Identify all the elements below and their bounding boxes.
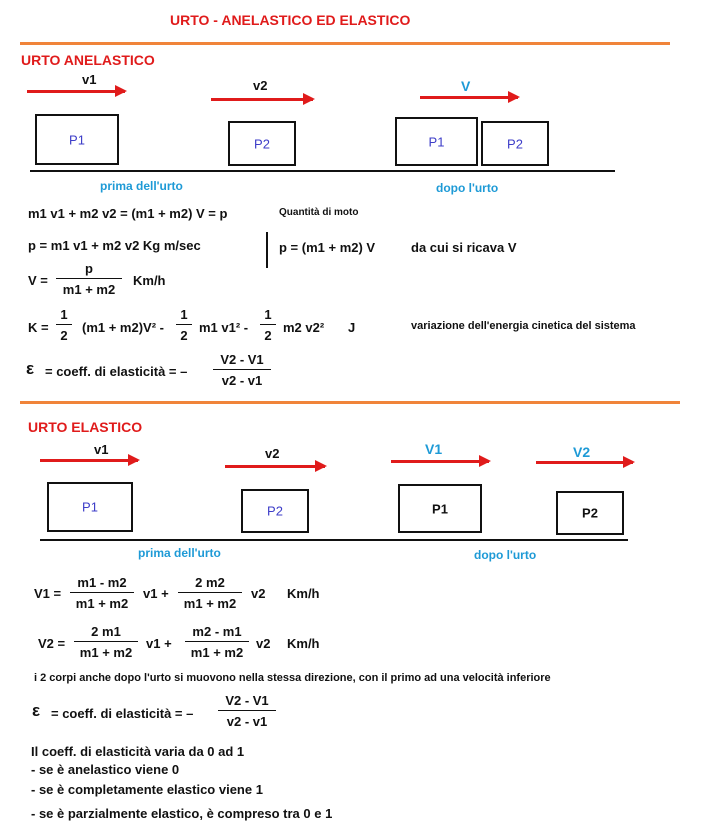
elastic-heading: URTO ELASTICO (28, 419, 143, 435)
elastic-ground-line (40, 539, 628, 541)
anelastic-p2-before-label: P2 (254, 136, 270, 151)
momentum-p-equation: p = m1 v1 + m2 v2 Kg m/sec (28, 238, 201, 253)
epsilon-denominator-1: v2 - v1 (213, 369, 271, 388)
epsilon-denominator-2: v2 - v1 (218, 710, 276, 729)
elastic-after-caption: dopo l'urto (474, 548, 537, 562)
V2-fraction-2-num: m2 - m1 (192, 624, 242, 639)
anelastic-v1-arrow (27, 90, 125, 93)
page-title: URTO - ANELASTICO ED ELASTICO (170, 12, 411, 28)
V1-fraction-2-num: 2 m2 (195, 575, 225, 590)
kinetic-half-1-num: 1 (60, 307, 68, 322)
elastic-p1-before-label: P1 (82, 499, 98, 515)
anelastic-p1-before-label: P1 (69, 132, 85, 147)
summary-line-4: - se è parzialmente elastico, è compreso tra 0 e 1 (31, 806, 333, 821)
momentum-p-final-note: da cui si ricava V (411, 240, 517, 255)
V2-fraction-2-den: m1 + m2 (185, 641, 249, 660)
epsilon-fraction-1 (213, 352, 271, 388)
V2-fraction-2 (185, 624, 249, 660)
velocity-V-fraction (56, 261, 122, 297)
elastic-V1-arrow (391, 460, 489, 463)
divider-middle (20, 401, 680, 404)
kinetic-half-2-den: 2 (176, 324, 192, 343)
V1-fraction-1-den: m1 + m2 (70, 592, 134, 611)
elastic-p1-after (398, 484, 482, 533)
equation-separator (266, 232, 268, 268)
anelastic-p1-before (35, 114, 119, 165)
anelastic-V-arrow (420, 96, 518, 99)
kinetic-half-1-den: 2 (56, 324, 72, 343)
anelastic-p2-before (228, 121, 296, 166)
summary-line-1: Il coeff. di elasticità varia da 0 ad 1 (31, 744, 245, 759)
velocity-V-lhs: V = (28, 273, 48, 288)
anelastic-p2-after (481, 121, 549, 166)
anelastic-p1-after (395, 117, 478, 166)
V2-lhs: V2 = (38, 636, 66, 651)
anelastic-v1-label: v1 (82, 72, 97, 87)
epsilon-label-1: = coeff. di elasticità = – (45, 364, 188, 379)
elastic-p2-before-label: P2 (267, 503, 283, 519)
anelastic-v2-label: v2 (253, 78, 268, 93)
anelastic-before-caption: prima dell'urto (100, 179, 183, 193)
epsilon-symbol-1: ε (26, 359, 35, 378)
elastic-note: i 2 corpi anche dopo l'urto si muovono nella stessa direzione, con il primo ad una velocità inferiore (34, 672, 551, 684)
kinetic-half-3-den: 2 (260, 324, 276, 343)
V1-fraction-1-num: m1 - m2 (77, 575, 127, 590)
elastic-v1-arrow (40, 459, 138, 462)
kinetic-half-3-num: 1 (264, 307, 272, 322)
V1-fraction-2 (178, 575, 242, 611)
V1-lhs: V1 = (34, 586, 62, 601)
elastic-V1-label: V1 (425, 441, 443, 457)
elastic-before-caption: prima dell'urto (138, 546, 221, 560)
elastic-v2-arrow (225, 465, 325, 468)
kinetic-term-2: m1 v1² - (199, 320, 249, 335)
kinetic-half-1 (56, 307, 72, 343)
V2-fraction-1-den: m1 + m2 (74, 641, 138, 660)
V1-fraction-1 (70, 575, 134, 611)
elastic-V2-arrow (536, 461, 633, 464)
divider-top (20, 42, 670, 45)
elastic-p2-after-label: P2 (582, 505, 598, 521)
momentum-equation: m1 v1 + m2 v2 = (m1 + m2) V = p (28, 206, 228, 221)
epsilon-fraction-2 (218, 693, 276, 729)
anelastic-V-label: V (461, 78, 471, 94)
V2-middle: v1 + (146, 636, 172, 651)
momentum-p-final: p = (m1 + m2) V (279, 240, 376, 255)
anelastic-p2-after-label: P2 (507, 136, 523, 151)
summary-line-3: - se è completamente elastico viene 1 (31, 782, 263, 797)
elastic-V2-label: V2 (573, 444, 591, 460)
elastic-p1-after-label: P1 (432, 501, 448, 516)
kinetic-term-1: (m1 + m2)V² - (82, 320, 164, 335)
kinetic-half-2 (176, 307, 192, 343)
V1-unit: Km/h (287, 586, 320, 601)
anelastic-after-caption: dopo l'urto (436, 181, 499, 195)
anelastic-v2-arrow (211, 98, 313, 101)
V2-unit: Km/h (287, 636, 320, 651)
epsilon-symbol-2: ε (32, 701, 41, 720)
kinetic-half-2-num: 1 (180, 307, 188, 322)
momentum-note: Quantità di moto (279, 207, 359, 218)
elastic-p1-before (47, 482, 133, 532)
summary-line-2: - se è anelastico viene 0 (31, 762, 180, 777)
anelastic-p1-after-label: P1 (428, 134, 445, 149)
anelastic-heading: URTO ANELASTICO (21, 52, 155, 68)
elastic-p2-before (241, 489, 309, 533)
elastic-v2-label: v2 (265, 446, 280, 461)
anelastic-ground-line (30, 170, 615, 172)
epsilon-numerator-2: V2 - V1 (225, 693, 269, 708)
elastic-p2-after (556, 491, 624, 535)
epsilon-numerator-1: V2 - V1 (220, 352, 264, 367)
velocity-V-denominator: m1 + m2 (56, 278, 122, 297)
V2-fraction-1 (74, 624, 138, 660)
V1-middle: v1 + (143, 586, 169, 601)
kinetic-note: variazione dell'energia cinetica del sistema (411, 320, 636, 332)
kinetic-term-3: m2 v2² (283, 320, 325, 335)
velocity-V-unit: Km/h (133, 273, 166, 288)
kinetic-unit: J (348, 320, 356, 335)
epsilon-label-2: = coeff. di elasticità = – (51, 706, 194, 721)
kinetic-half-3 (260, 307, 276, 343)
V1-end: v2 (251, 586, 266, 601)
velocity-V-numerator: p (85, 261, 93, 276)
V2-end: v2 (256, 636, 271, 651)
V2-fraction-1-num: 2 m1 (91, 624, 121, 639)
kinetic-K-lhs: K = (28, 320, 49, 335)
V1-fraction-2-den: m1 + m2 (178, 592, 242, 611)
elastic-v1-label: v1 (94, 442, 109, 457)
